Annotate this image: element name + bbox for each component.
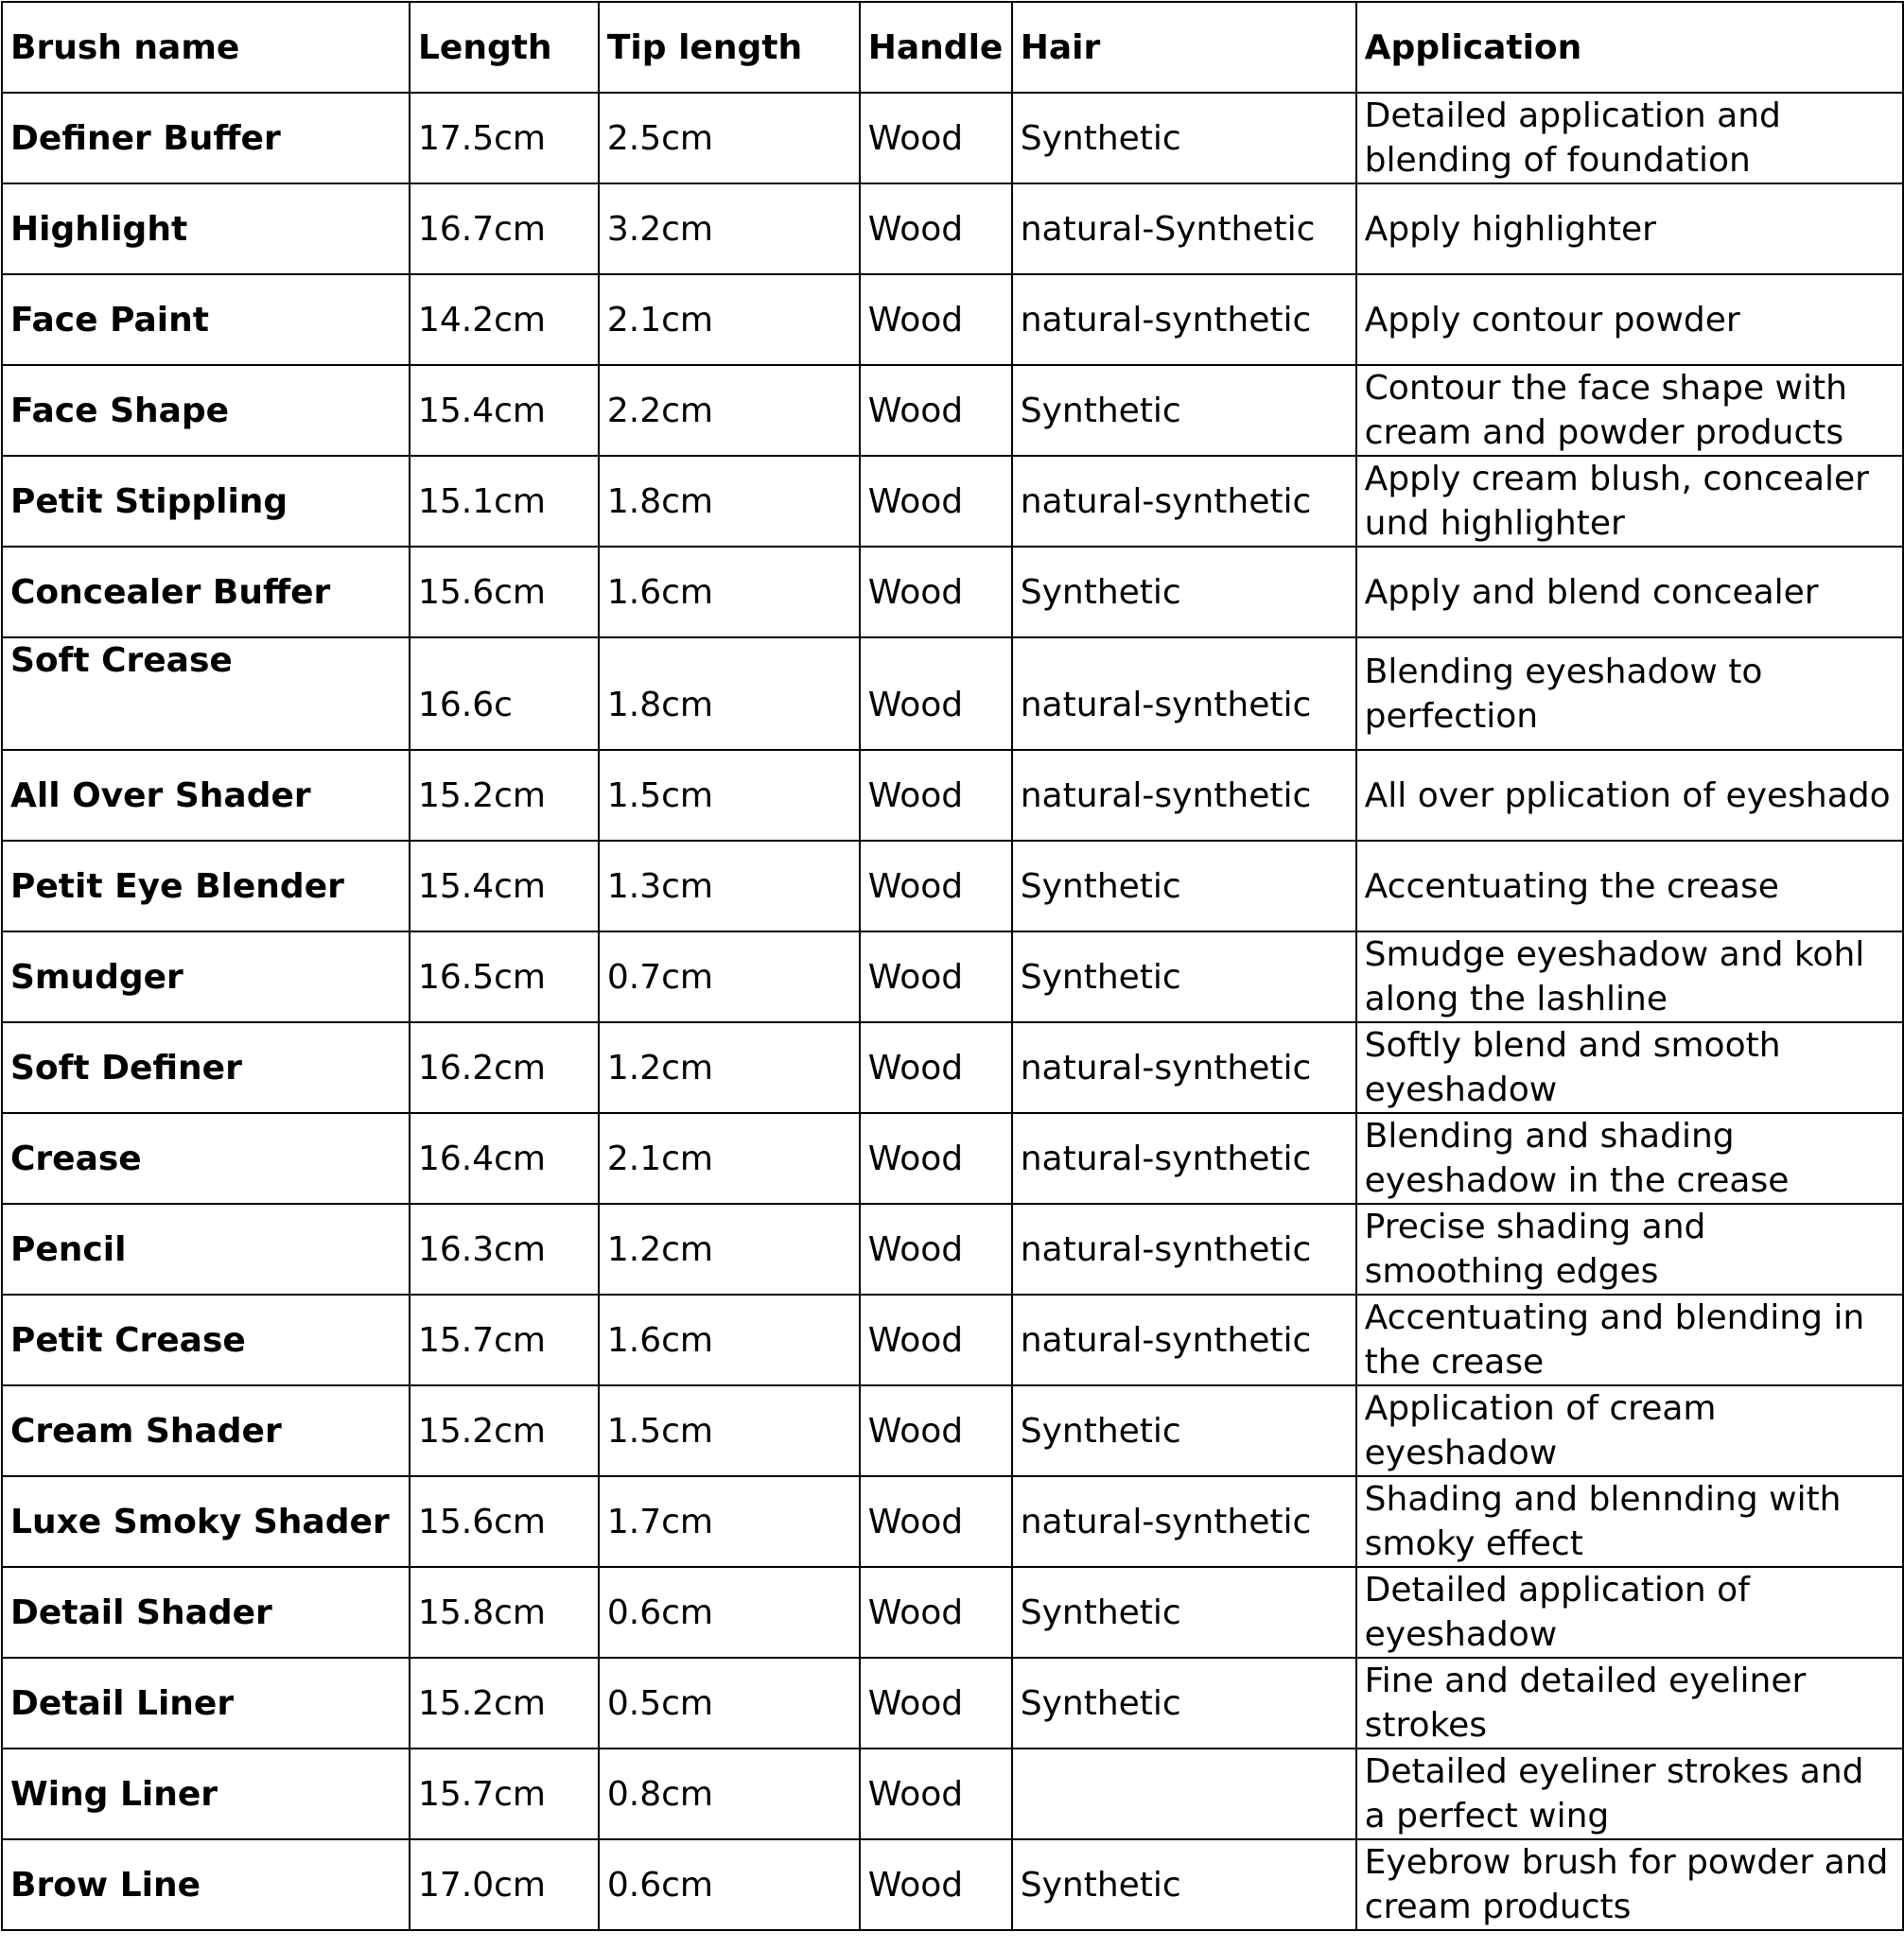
brush-name-cell: Luxe Smoky Shader: [2, 1476, 410, 1567]
hair-cell: natural-synthetic: [1012, 1204, 1356, 1295]
handle-cell: Wood: [860, 1839, 1012, 1930]
tip-length-cell: 2.1cm: [599, 1113, 860, 1204]
application-cell: Apply and blend concealer: [1356, 547, 1903, 637]
table-row: [2, 637, 1903, 750]
hair-cell: Synthetic: [1012, 1385, 1356, 1476]
table-row: [2, 456, 1903, 547]
hair-cell: Synthetic: [1012, 931, 1356, 1022]
brush-name-cell: Crease: [2, 1113, 410, 1204]
header-row: [2, 2, 1903, 93]
tip-length-cell: 1.6cm: [599, 547, 860, 637]
brush-name-cell: Concealer Buffer: [2, 547, 410, 637]
handle-cell: Wood: [860, 637, 1012, 750]
brush-name-cell: Soft Definer: [2, 1022, 410, 1113]
application-cell: Detailed eyeliner strokes and a perfect wing: [1356, 1749, 1903, 1839]
hair-cell: Synthetic: [1012, 1839, 1356, 1930]
hair-cell: Synthetic: [1012, 1658, 1356, 1749]
brush-name-cell: Wing Liner: [2, 1749, 410, 1839]
tip-length-cell: 0.8cm: [599, 1749, 860, 1839]
header-handle: Handle: [860, 2, 1012, 93]
table-row: [2, 841, 1903, 931]
table-row: [2, 183, 1903, 274]
length-cell: 16.4cm: [410, 1113, 599, 1204]
hair-cell: natural-synthetic: [1012, 1476, 1356, 1567]
tip-length-cell: 2.2cm: [599, 365, 860, 456]
tip-length-cell: 0.5cm: [599, 1658, 860, 1749]
handle-cell: Wood: [860, 1749, 1012, 1839]
handle-cell: Wood: [860, 93, 1012, 183]
tip-length-cell: 1.6cm: [599, 1295, 860, 1385]
application-cell: Detailed application of eyeshadow: [1356, 1567, 1903, 1658]
tip-length-cell: 1.5cm: [599, 750, 860, 841]
handle-cell: Wood: [860, 1476, 1012, 1567]
hair-cell: natural-synthetic: [1012, 1113, 1356, 1204]
length-cell: 15.2cm: [410, 1658, 599, 1749]
application-cell: Blending and shading eyeshadow in the crease: [1356, 1113, 1903, 1204]
length-cell: 17.0cm: [410, 1839, 599, 1930]
table-row: [2, 1204, 1903, 1295]
handle-cell: Wood: [860, 274, 1012, 365]
handle-cell: Wood: [860, 1113, 1012, 1204]
hair-cell: natural-synthetic: [1012, 1295, 1356, 1385]
application-cell: Apply highlighter: [1356, 183, 1903, 274]
hair-cell: Synthetic: [1012, 93, 1356, 183]
tip-length-cell: 2.5cm: [599, 93, 860, 183]
brush-name-cell: Smudger: [2, 931, 410, 1022]
brush-name-cell: Pencil: [2, 1204, 410, 1295]
hair-cell: [1012, 1749, 1356, 1839]
tip-length-cell: 2.1cm: [599, 274, 860, 365]
length-cell: 16.7cm: [410, 183, 599, 274]
table-row: [2, 1476, 1903, 1567]
brush-name-cell: Detail Liner: [2, 1658, 410, 1749]
hair-cell: natural-Synthetic: [1012, 183, 1356, 274]
application-cell: Apply cream blush, concealer und highlighter: [1356, 456, 1903, 547]
length-cell: 16.2cm: [410, 1022, 599, 1113]
handle-cell: Wood: [860, 547, 1012, 637]
application-cell: Fine and detailed eyeliner strokes: [1356, 1658, 1903, 1749]
application-cell: Blending eyeshadow to perfection: [1356, 637, 1903, 750]
handle-cell: Wood: [860, 365, 1012, 456]
hair-cell: natural-synthetic: [1012, 456, 1356, 547]
brush-name-cell: Cream Shader: [2, 1385, 410, 1476]
handle-cell: Wood: [860, 456, 1012, 547]
tip-length-cell: 1.5cm: [599, 1385, 860, 1476]
header-tip-length: Tip length: [599, 2, 860, 93]
application-cell: Accentuating the crease: [1356, 841, 1903, 931]
handle-cell: Wood: [860, 1295, 1012, 1385]
length-cell: 15.4cm: [410, 365, 599, 456]
table-row: [2, 365, 1903, 456]
handle-cell: Wood: [860, 1385, 1012, 1476]
brush-name-cell: Highlight: [2, 183, 410, 274]
hair-cell: natural-synthetic: [1012, 637, 1356, 750]
brush-name-cell: Petit Crease: [2, 1295, 410, 1385]
length-cell: 15.8cm: [410, 1567, 599, 1658]
table-row: [2, 1385, 1903, 1476]
length-cell: 15.4cm: [410, 841, 599, 931]
application-cell: Application of cream eyeshadow: [1356, 1385, 1903, 1476]
handle-cell: Wood: [860, 183, 1012, 274]
length-cell: 16.3cm: [410, 1204, 599, 1295]
tip-length-cell: 3.2cm: [599, 183, 860, 274]
table-row: [2, 547, 1903, 637]
length-cell: 15.2cm: [410, 1385, 599, 1476]
brush-name-cell: Detail Shader: [2, 1567, 410, 1658]
handle-cell: Wood: [860, 1658, 1012, 1749]
hair-cell: natural-synthetic: [1012, 1022, 1356, 1113]
table-row: [2, 750, 1903, 841]
application-cell: Contour the face shape with cream and powder products: [1356, 365, 1903, 456]
table-row: [2, 93, 1903, 183]
application-cell: Smudge eyeshadow and kohl along the lashline: [1356, 931, 1903, 1022]
hair-cell: natural-synthetic: [1012, 750, 1356, 841]
brush-name-cell: All Over Shader: [2, 750, 410, 841]
table-row: [2, 274, 1903, 365]
handle-cell: Wood: [860, 750, 1012, 841]
application-cell: Detailed application and blending of foundation: [1356, 93, 1903, 183]
handle-cell: Wood: [860, 1022, 1012, 1113]
length-cell: 15.7cm: [410, 1749, 599, 1839]
brush-name-cell: Soft Crease: [2, 637, 410, 750]
tip-length-cell: 1.2cm: [599, 1204, 860, 1295]
tip-length-cell: 1.7cm: [599, 1476, 860, 1567]
brush-name-cell: Petit Stippling: [2, 456, 410, 547]
table-row: [2, 1749, 1903, 1839]
table-row: [2, 1567, 1903, 1658]
hair-cell: Synthetic: [1012, 547, 1356, 637]
tip-length-cell: 0.6cm: [599, 1567, 860, 1658]
brush-name-cell: Brow Line: [2, 1839, 410, 1930]
handle-cell: Wood: [860, 841, 1012, 931]
header-hair: Hair: [1012, 2, 1356, 93]
tip-length-cell: 0.7cm: [599, 931, 860, 1022]
hair-cell: natural-synthetic: [1012, 274, 1356, 365]
tip-length-cell: 1.8cm: [599, 637, 860, 750]
length-cell: 16.6c: [410, 637, 599, 750]
tip-length-cell: 0.6cm: [599, 1839, 860, 1930]
header-brush-name: Brush name: [2, 2, 410, 93]
brush-name-cell: Face Paint: [2, 274, 410, 365]
brush-table: [1, 1, 1904, 1931]
brush-name-cell: Petit Eye Blender: [2, 841, 410, 931]
tip-length-cell: 1.3cm: [599, 841, 860, 931]
application-cell: Eyebrow brush for powder and cream products: [1356, 1839, 1903, 1930]
table-row: [2, 931, 1903, 1022]
length-cell: 14.2cm: [410, 274, 599, 365]
hair-cell: Synthetic: [1012, 841, 1356, 931]
length-cell: 15.6cm: [410, 547, 599, 637]
application-cell: All over pplication of eyeshado: [1356, 750, 1903, 841]
header-length: Length: [410, 2, 599, 93]
header-application: Application: [1356, 2, 1903, 93]
table-row: [2, 1113, 1903, 1204]
handle-cell: Wood: [860, 1204, 1012, 1295]
length-cell: 15.7cm: [410, 1295, 599, 1385]
handle-cell: Wood: [860, 931, 1012, 1022]
length-cell: 15.1cm: [410, 456, 599, 547]
brush-name-cell: Face Shape: [2, 365, 410, 456]
table-row: [2, 1839, 1903, 1930]
table-row: [2, 1295, 1903, 1385]
length-cell: 16.5cm: [410, 931, 599, 1022]
table-row: [2, 1658, 1903, 1749]
handle-cell: Wood: [860, 1567, 1012, 1658]
table-row: [2, 1022, 1903, 1113]
application-cell: Shading and blennding with smoky effect: [1356, 1476, 1903, 1567]
tip-length-cell: 1.2cm: [599, 1022, 860, 1113]
length-cell: 17.5cm: [410, 93, 599, 183]
brush-name-cell: Definer Buffer: [2, 93, 410, 183]
length-cell: 15.2cm: [410, 750, 599, 841]
application-cell: Apply contour powder: [1356, 274, 1903, 365]
application-cell: Softly blend and smooth eyeshadow: [1356, 1022, 1903, 1113]
application-cell: Precise shading and smoothing edges: [1356, 1204, 1903, 1295]
hair-cell: Synthetic: [1012, 1567, 1356, 1658]
length-cell: 15.6cm: [410, 1476, 599, 1567]
application-cell: Accentuating and blending in the crease: [1356, 1295, 1903, 1385]
tip-length-cell: 1.8cm: [599, 456, 860, 547]
hair-cell: Synthetic: [1012, 365, 1356, 456]
